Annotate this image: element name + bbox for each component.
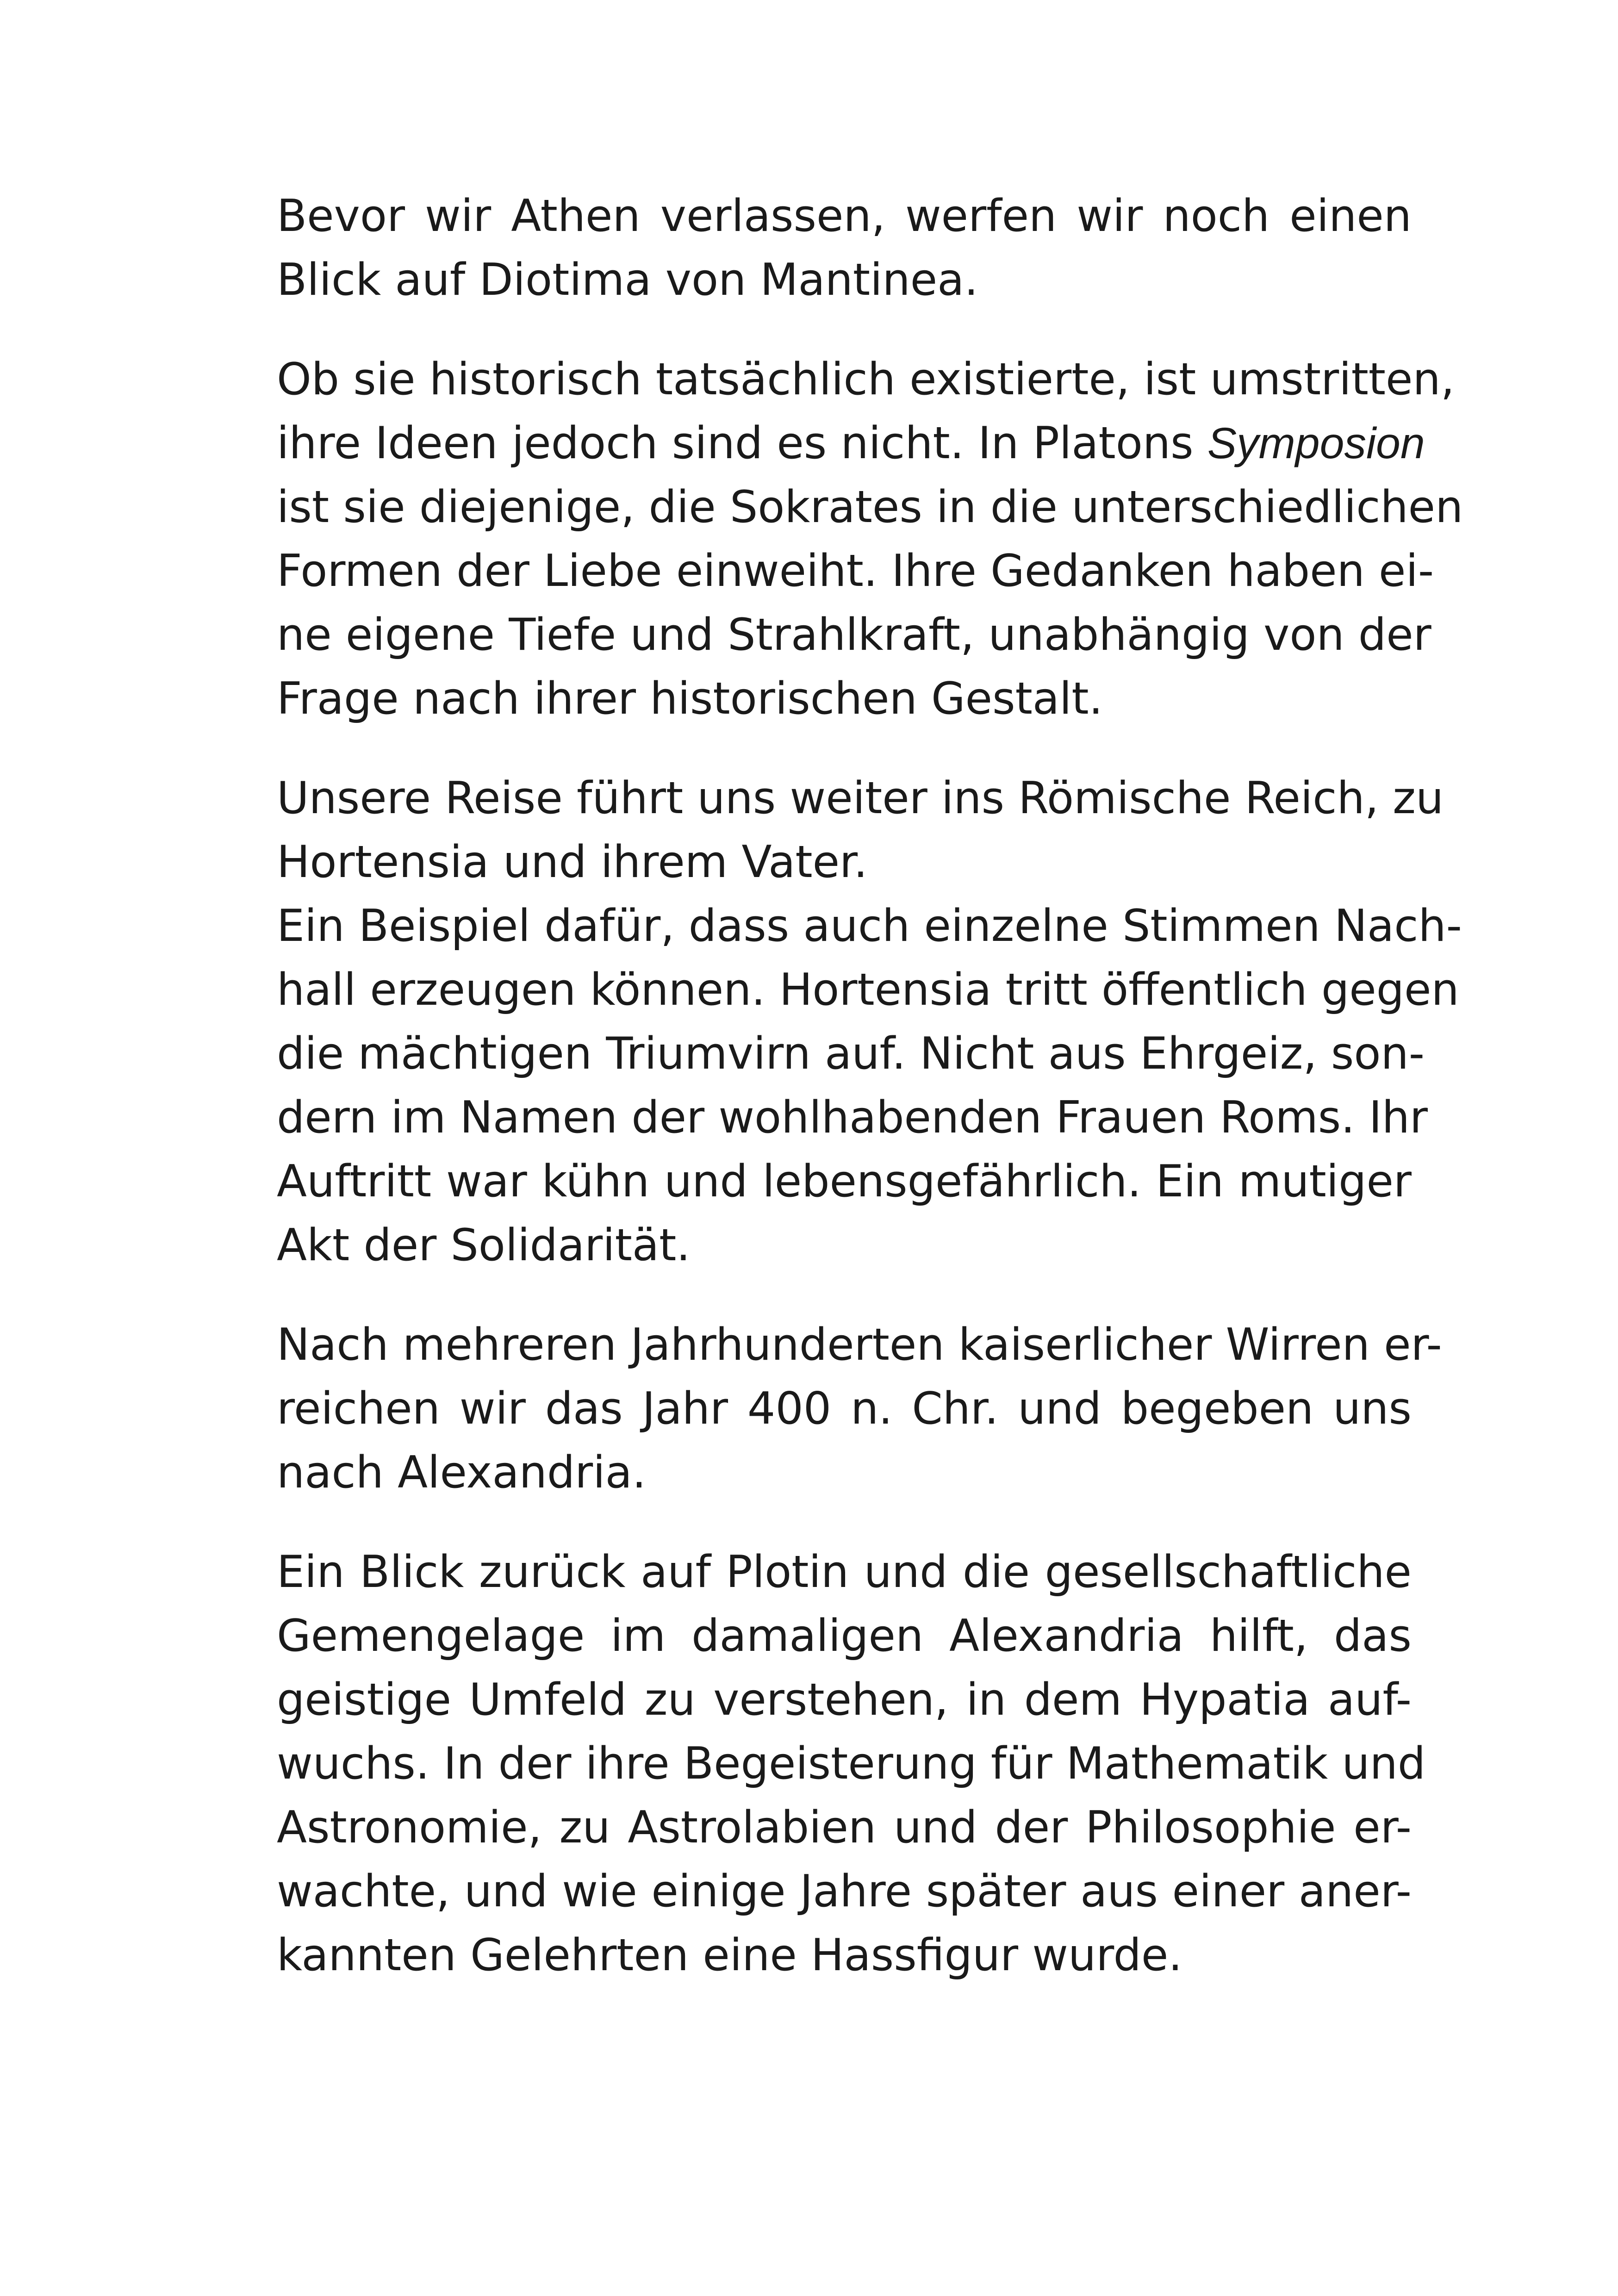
paragraph-diotima-intro	[277, 184, 1412, 312]
text-line: Gemengelage im damaligen Alexandria hilft, das	[277, 1611, 1412, 1661]
text-line: wuchs. In der ihre Begeisterung für Mathematik und	[277, 1738, 1426, 1789]
paragraph-hortensia	[277, 766, 1462, 1277]
text-line: Unsere Reise führt uns weiter ins Römische Reich, zu	[277, 773, 1444, 824]
text-segment: ihre Ideen jedoch sind es nicht. In Platons	[277, 418, 1207, 469]
text-line: Hortensia und ihrem Vater.	[277, 837, 868, 888]
work-title: Symposion	[1207, 419, 1425, 468]
paragraph-hypatia	[277, 1540, 1426, 1987]
text-line: Akt der Solidarität.	[277, 1220, 691, 1271]
paragraph-diotima-ideas	[277, 348, 1463, 731]
text-line: hall erzeugen können. Hortensia tritt öffentlich gegen	[277, 964, 1459, 1015]
text-line: Frage nach ihrer historischen Gestalt.	[277, 673, 1103, 724]
text-line: kannten Gelehrten eine Hassfigur wurde.	[277, 1930, 1182, 1981]
text-line: Ein Beispiel dafür, dass auch einzelne Stimmen Nach-	[277, 901, 1462, 952]
text-line: Blick auf Diotima von Mantinea.	[277, 255, 978, 305]
text-line: Bevor wir Athen verlassen, werfen wir noch einen	[277, 191, 1412, 242]
text-line: Formen der Liebe einweiht. Ihre Gedanken haben ei-	[277, 546, 1434, 597]
text-line: Auftritt war kühn und lebensgefährlich. Ein mutiger	[277, 1156, 1412, 1207]
text-line: Nach mehreren Jahrhunderten kaiserlicher Wirren er-	[277, 1319, 1442, 1370]
text-line: die mächtigen Triumvirn auf. Nicht aus Ehrgeiz, son-	[277, 1028, 1425, 1079]
text-line: Astronomie, zu Astrolabien und der Philosophie er-	[277, 1802, 1412, 1853]
text-line: Ob sie historisch tatsächlich existierte, ist umstritten,	[277, 354, 1455, 405]
text-line: wachte, und wie einige Jahre später aus einer aner-	[277, 1866, 1412, 1917]
text-line: nach Alexandria.	[277, 1447, 647, 1498]
text-line: geistige Umfeld zu verstehen, in dem Hypatia auf-	[277, 1674, 1412, 1725]
text-line-with-title	[277, 411, 1425, 475]
body-text	[277, 184, 1463, 1987]
text-line: Ein Blick zurück auf Plotin und die gesellschaftliche	[277, 1547, 1412, 1598]
text-line: dern im Namen der wohlhabenden Frauen Roms. Ihr	[277, 1092, 1428, 1143]
text-line: ist sie diejenige, die Sokrates in die unterschiedlichen	[277, 482, 1463, 533]
paragraph-alexandria-arrival	[277, 1313, 1442, 1505]
text-line: ne eigene Tiefe und Strahlkraft, unabhängig von der	[277, 610, 1431, 660]
text-line: reichen wir das Jahr 400 n. Chr. und begeben uns	[277, 1383, 1412, 1434]
